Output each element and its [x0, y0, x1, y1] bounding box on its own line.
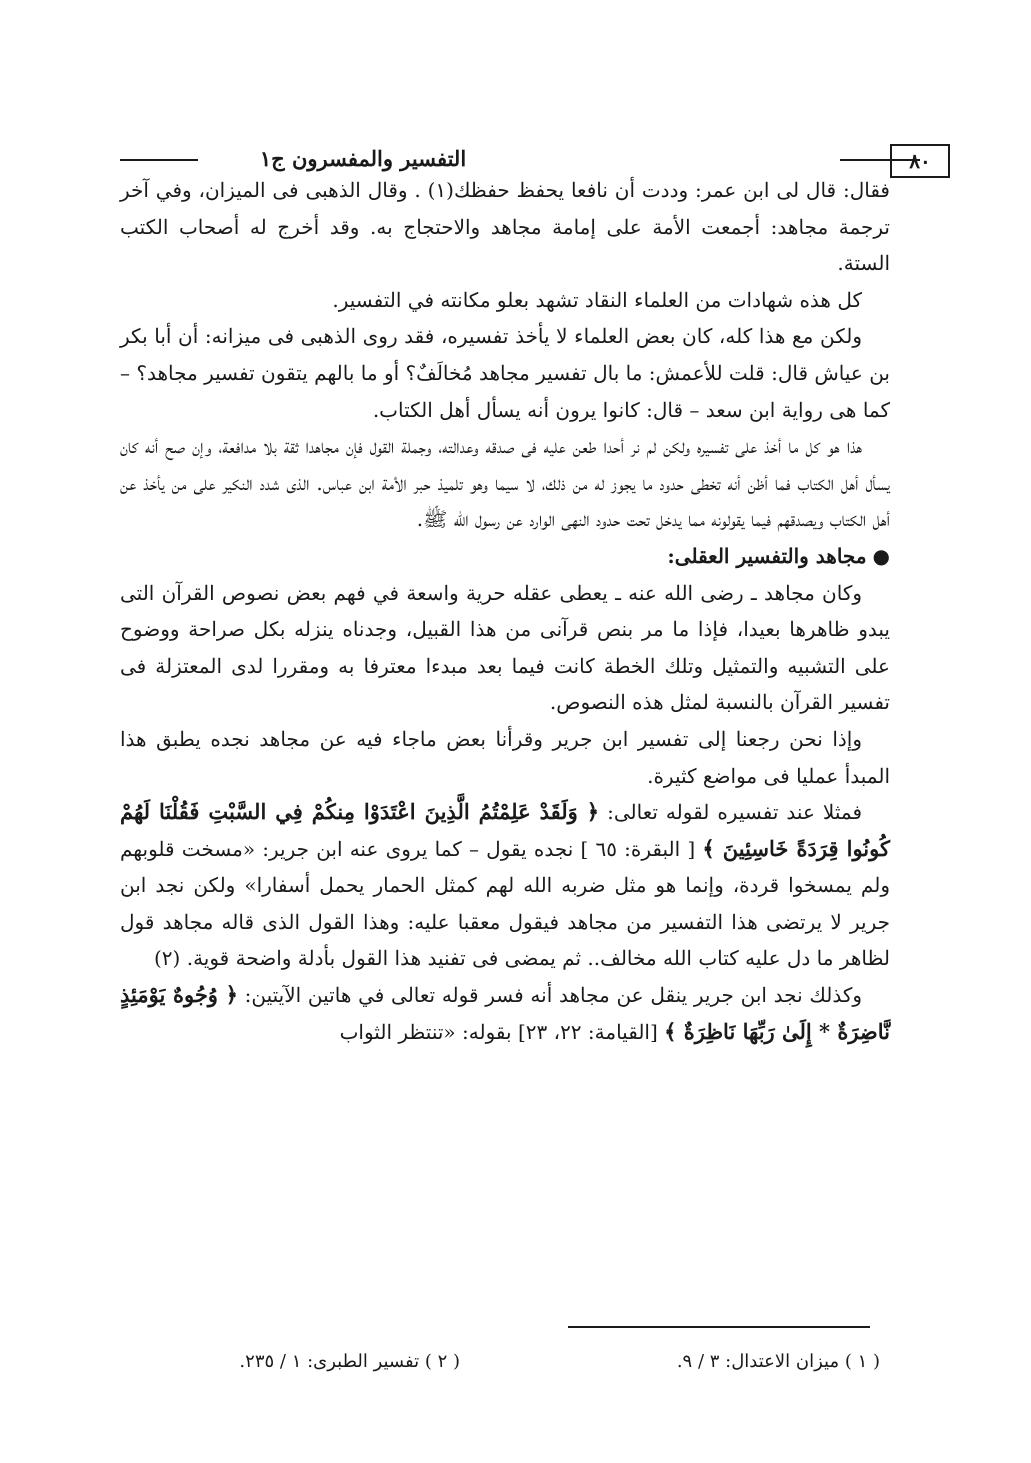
body-text [120, 172, 890, 1050]
paragraph-7-intro: فمثلا عند تفسيره لقوله تعالى: [607, 800, 863, 825]
paragraph-4: هذا هو كل ما أخذ على تفسيره ولكن لم نر أحدا طعن عليه فى صدقه وعدالته، وجملة القول فإن مجاهدا ثقة بلا مدافعة، وإن صح أنه كان يسأل أهل الكتاب فما أظن أنه تخطى حدود ما يجوز له من ذلك، لا سيما وهو تلميذ حبر الأمة ابن عباس. الذى شدد النكير على من يأخذ عن أهل الكتاب ويصدقهم فيما يقولونه مما يدخل تحت حدود النهى الوارد عن رسول الله ﷺ. [120, 434, 890, 532]
footnote-2: ( ٢ ) تفسير الطبرى: ١ / ٢٣٥. [239, 1351, 460, 1372]
paragraph-2: كل هذه شهادات من العلماء النقاد تشهد بعلو مكانته في التفسير. [332, 287, 862, 312]
paragraph-3: ولكن مع هذا كله، كان بعض العلماء لا يأخذ تفسيره، فقد روى الذهبى فى ميزانه: أن أبا بكر بن عياش قال: قلت للأعمش: ما بال تفسير مجاهد مُخالَفٌ؟ أو ما بالهم يتقون تفسير مجاهد؟ – كما هى رواية ابن سعد – قال: كانوا يرون أنه يسأل أهل الكتاب. [120, 324, 890, 422]
section-heading-text: مجاهد والتفسير العقلى: [667, 543, 867, 568]
header-rule-left [120, 159, 198, 161]
section-heading [120, 538, 890, 575]
header-title: التفسير والمفسرون ج١ [259, 146, 467, 171]
paragraph-8-rest: [القيامة: ٢٢، ٢٣] بقوله: «تنتظر الثواب [339, 1019, 658, 1044]
quran-verse-qiyama: ﴿ وُجُوهٌ يَوْمَئِذٍ نَّاضِرَةٌ * إِلَىٰ رَبِّهَا نَاظِرَةٌ ﴾ [120, 982, 890, 1044]
paragraph-8 [120, 977, 890, 1050]
paragraph-7 [120, 794, 890, 977]
paragraph-7-rest: [ البقرة: ٦٥ ] نجده يقول – كما يروى عنه ابن جرير: «مسخت قلوبهم ولم يمسخوا قردة، وإنما هو مثل ضربه الله لهم كمثل الحمار يحمل أسفارا» ولكن نجد ابن جرير لا يرتضى هذا التفسير من مجاهد فيقول معقبا عليه: وهذا القول الذى قاله مجاهد قول لظاهر ما دل عليه كتاب الله مخالف.. ثم يمضى فى تفنيد هذا القول بأدلة واضحة قوية. (٢) [120, 836, 890, 971]
footnote-rule [568, 1326, 870, 1328]
paragraph-5: وكان مجاهد ـ رضى الله عنه ـ يعطى عقله حرية واسعة في فهم بعض نصوص القرآن التى يبدو ظاهرها بعيدا، فإذا ما مر بنص قرآنى من هذا القبيل، وجدناه ينزله بكل صراحة ووضوح على التشبيه والتمثيل وتلك الخطة كانت فيما بعد مبدءا معترفا به ومقررا لدى المعتزلة فى تفسير القرآن بالنسبة لمثل هذه النصوص. [120, 580, 890, 715]
page-number: ٨٠ [890, 144, 950, 178]
quran-verse-baqara: ﴿ وَلَقَدْ عَلِمْتُمُ الَّذِينَ اعْتَدَوْا مِنكُمْ فِي السَّبْتِ فَقُلْنَا لَهُمْ كُونُوا قِرَدَةً خَاسِئِينَ ﴾ [120, 799, 891, 861]
bullet-icon: ● [872, 543, 890, 568]
paragraph-1: فقال: قال لى ابن عمر: وددت أن نافعا يحفظ حفظك(١) . وقال الذهبى فى الميزان، وفي آخر ترجمة مجاهد: أجمعت الأمة على إمامة مجاهد والاحتجاج به. وقد أخرج له أصحاب الكتب الستة. [120, 178, 890, 276]
paragraph-8-intro: وكذلك نجد ابن جرير ينقل عن مجاهد أنه فسر قوله تعالى في هاتين الآيتين: [244, 983, 862, 1008]
footnote-1: ( ١ ) ميزان الاعتدال: ٣ / ٩. [676, 1351, 880, 1372]
paragraph-6: وإذا نحن رجعنا إلى تفسير ابن جرير وقرأنا بعض ماجاء فيه عن مجاهد نجده يطبق هذا المبدأ عمليا فى مواضع كثيرة. [120, 726, 890, 788]
